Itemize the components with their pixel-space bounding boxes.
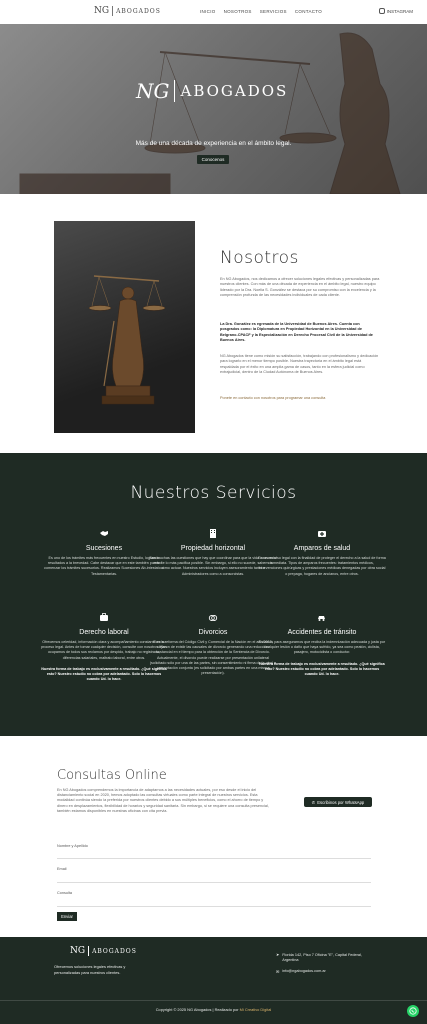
- consultas-section: [0, 736, 427, 937]
- footer-address: [276, 953, 376, 964]
- logo-divider: [112, 6, 113, 16]
- lady-justice-photo: [54, 221, 195, 433]
- copyright: [0, 1007, 427, 1012]
- whatsapp-icon: ✆: [311, 799, 316, 805]
- credit-link[interactable]: Mi Creativo Digital: [239, 1007, 272, 1012]
- service-description: Es un recurso legal con la finalidad de proteger el derecho a la salud de forma inmediata. Tipos de amparos frecuentes: tratamientos médicos, intervenciones quirúrgicas y prestaciones médicas denegadas por obra social o prepaga, hogares de ancianos, entre otros.: [258, 556, 386, 576]
- about-title: Nosotros: [220, 248, 299, 268]
- email-field-label: Email: [57, 867, 67, 871]
- footer: [0, 937, 427, 1024]
- whatsapp-button[interactable]: [304, 797, 372, 807]
- car-crash-icon: [317, 612, 327, 622]
- message-field-label: Consulta: [57, 891, 72, 895]
- service-description: Son muchas las cuestiones que hay que coordinar para que la vida consorcial resulte lo más pacífica posible. Sin embargo, si ello no sucede, sabemos cómo actuar. Nuestros servicios incluyen asesoramiento tanto a Administradores como a consorcistas.: [149, 556, 277, 576]
- service-description: Estamos para asegurarnos que reciba la indemnización adecuada y justa por cualquier lesión o daño que haya sufrido, ya sea como peatón, ciclista, pasajero, motociclista o conductor.: [258, 640, 386, 655]
- instagram-icon: [379, 8, 385, 14]
- service-card-accidentes: [258, 611, 386, 677]
- main-menu: [200, 9, 322, 14]
- service-description: Es uno de los trámites más frecuentes en nuestro Estudio, logrando resultados a la brevedad. Cabe destacar que en este también puede comenzar los trámites sucesorios. Realizamos Sucesiones Ab-intestato o Testamentarias.: [44, 556, 164, 576]
- footer-monogram: NG: [70, 946, 86, 956]
- hero-subtitle: Más de una década de experiencia en el ámbito legal.: [135, 140, 292, 147]
- email-text: info@ngabogados.com.ar: [282, 969, 326, 973]
- briefcase-icon: [99, 612, 109, 622]
- send-button[interactable]: Enviar: [57, 912, 77, 921]
- service-title: Amparos de salud: [293, 545, 351, 552]
- message-field[interactable]: [57, 906, 371, 907]
- nav-item-inicio[interactable]: INICIO: [200, 9, 216, 14]
- instagram-label: INSTAGRAM: [386, 8, 413, 14]
- instagram-link[interactable]: [379, 8, 413, 14]
- name-field-label: Nombre y Apellido: [57, 844, 88, 848]
- service-note: Nuestra forma de trabajo es exclusivamente a resultado. ¿Qué significa esto? Nuestro estudio no cobra por adelantado. Solo lo hacemos cuando Ud. lo hace.: [259, 661, 385, 677]
- logo-wordmark: ABOGADOS: [116, 7, 161, 15]
- handshake-icon: [99, 528, 109, 538]
- service-title: Divorcios: [198, 629, 228, 636]
- service-card-amparos: [258, 527, 386, 577]
- hero-banner: [0, 24, 427, 194]
- name-field[interactable]: [57, 858, 371, 859]
- consultas-title: Consultas Online: [57, 768, 167, 783]
- footer-tagline: Ofrecemos soluciones legales efectivas y personalizadas para nuestros clientes.: [54, 964, 126, 975]
- hero-monogram: NG: [136, 79, 170, 103]
- footer-wordmark: ABOGADOS: [92, 947, 137, 955]
- hero-cta-button[interactable]: Conocenos: [197, 155, 229, 164]
- envelope-icon: ✉: [276, 970, 280, 974]
- service-note: Nuestra forma de trabajo es exclusivamente a resultado. ¿Qué significa esto? Nuestro estudio no cobra por adelantado. Solo lo hacemos cuando Ud. lo hace.: [41, 666, 167, 682]
- whatsapp-button-label: Escribinos por WhatsApp: [317, 799, 365, 805]
- medkit-icon: [317, 528, 327, 538]
- hero-divider: [174, 80, 175, 102]
- consultas-text: En NG Abogados comprendemos la importancia de adaptarnos a las necesidades actuales, por eso desde el inicio del distanciamiento social en 2020, hemos adoptado las consultas virtuales como parte integral de nuestros servicios. Esta modalidad continúa siendo la preferida por nuestros clientes debido a sus múltiples beneficios, como el ahorro de tiempo y dinero en desplazamientos, flexibilidad de horarios y seguridad sanitaria. Sin embargo, si se requiere una consulta presencial, también estamos disponibles en nuestras oficinas con cita previa.: [57, 788, 269, 813]
- justice-statue-background: [0, 24, 427, 194]
- building-icon: [208, 528, 218, 538]
- about-paragraph-1: En NG Abogados, nos dedicamos a ofrecer soluciones legales efectivas y personalizadas para nuestros clientes. Con más de una década de experiencia en el ámbito legal, nuestro equipo liderado por la Dra. Noelia S. González se destaca por su compromiso con la excelencia y la comprensión profunda de las necesidades individuales de cada cliente.: [220, 277, 380, 297]
- nav-item-nosotros[interactable]: NOSOTROS: [223, 9, 252, 14]
- nav-item-contacto[interactable]: CONTACTO: [294, 9, 323, 14]
- nav-item-servicios[interactable]: SERVICIOS: [259, 9, 287, 14]
- footer-logo[interactable]: [70, 946, 137, 956]
- site-logo[interactable]: [94, 6, 161, 16]
- whatsapp-icon: [409, 1007, 417, 1015]
- service-title: Accidentes de tránsito: [287, 629, 357, 636]
- about-contact-link[interactable]: Ponete en contacto con nosotros para programar una consulta: [220, 396, 326, 400]
- location-pin-icon: ➤: [276, 953, 280, 957]
- footer-divider: [0, 1000, 427, 1001]
- hero-logo: [136, 79, 288, 103]
- about-paragraph-3: NG Abogados tiene como misión su satisfacción, trabajando con profesionalismo y dedicación para lograrlo en el menor tiempo posible. Nuestra trayectoria en el ámbito legal está respaldada por el éxito en una amplia gama de casos, tanto en la esfera judicial como extrajudicial, dentro de la Ciudad Autónoma de Buenos Aires.: [220, 354, 379, 374]
- about-section: [0, 194, 427, 453]
- email-field[interactable]: [57, 882, 371, 883]
- about-paragraph-2: La Dra. González es egresada de la Universidad de Buenos Aires. Cuenta con posgrados como: la Diplomatura en Propiedad Horizontal en la Universidad de Belgrano-CPACF y la Especialización en Derecho Procesal Civil de la Universidad de Buenos Aires.: [220, 322, 373, 342]
- footer-email[interactable]: [276, 969, 326, 974]
- service-description: Ofrecemos celeridad, información clara y acompañamiento constante en su proceso legal. Antes de tomar cualquier decisión, consulte con nosotros. Nos ocupamos de todos sus reclamos por despido, trabajo no registrado, diferencias salariales, maltrato laboral, entre otros.: [41, 640, 167, 660]
- rings-icon: [208, 612, 218, 622]
- service-title: Derecho laboral: [79, 629, 129, 636]
- top-nav: [0, 0, 427, 24]
- copyright-text: Copyright © 2025 NG Abogados | Realizado por: [155, 1007, 239, 1012]
- service-description: Con la reforma del Código Civil y Comercial de la Nación en el año 2015, dejaron de existir las causales de divorcio generando una reducción sustancial en el tiempo para la obtención de la Sentencia de Divorcio. Actualmente, el divorcio puede realizarse por presentación unilateral (solicitado sólo por una de las partes, sin consentimiento ni firma de la otra) o presentación conjunta (es solicitado por ambas partes en una misma presentación).: [149, 640, 277, 676]
- footer-logo-divider: [88, 946, 89, 956]
- service-title: Sucesiones: [85, 545, 123, 552]
- logo-monogram: NG: [94, 6, 110, 16]
- service-title: Propiedad horizontal: [180, 545, 246, 552]
- whatsapp-floating-button[interactable]: [407, 1005, 419, 1017]
- services-title: Nuestros Servicios: [130, 483, 297, 503]
- hero-wordmark: ABOGADOS: [180, 82, 289, 100]
- address-text: Florida 142, Piso 7 Oficina "E", Capital Federal, Argentina: [282, 953, 362, 963]
- services-section: [0, 453, 427, 736]
- lady-justice-figure: [54, 221, 195, 433]
